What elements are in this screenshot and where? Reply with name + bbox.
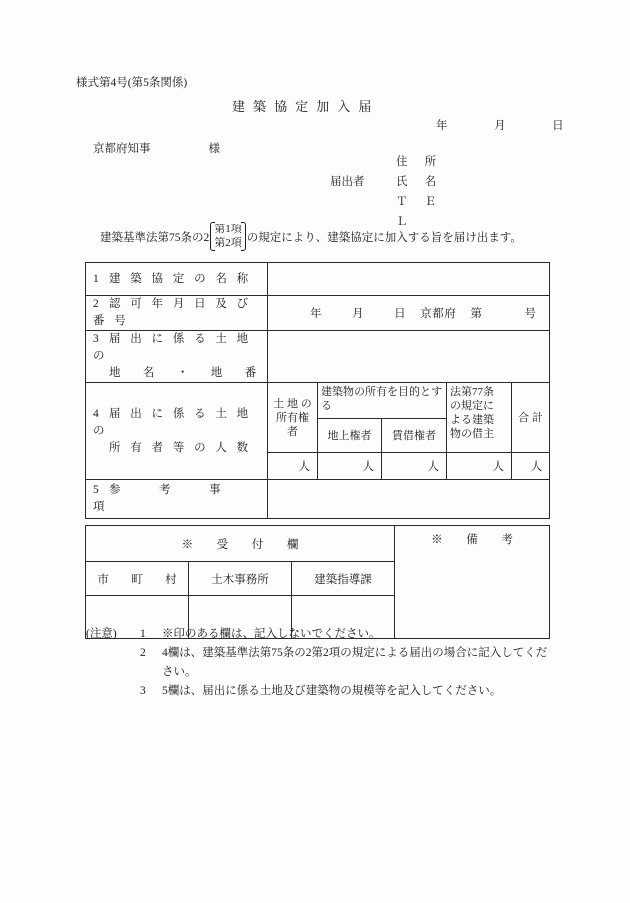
row-2-index: 2 (93, 298, 99, 310)
row-3-index: 3 (93, 333, 99, 345)
receipt-table (85, 525, 550, 639)
clause-selector[interactable] (210, 222, 246, 251)
remarks-cell[interactable] (395, 526, 550, 639)
row-4-label-text-2: 所 有 者 等 の 人 数 (109, 441, 252, 454)
receipt-col-municipality: 市 町 村 (86, 562, 189, 596)
col-head-building-group: 建築物の所有を目的とする (318, 383, 447, 419)
receipt-header: ※ 受 付 欄 (86, 526, 395, 562)
note-item (86, 682, 547, 701)
col-head-land-owner-line-2: 所有権者 (276, 411, 309, 438)
row-2-value[interactable] (268, 296, 550, 331)
submitter-address-label: 住 所 (396, 156, 444, 168)
statement-suffix: の規定により、建築協定に加入する旨を届け出ます。 (246, 231, 522, 244)
count-superficiary[interactable]: 人 (318, 453, 382, 480)
submitter-name-row (330, 172, 452, 192)
col-head-borrower-line-2: の規定に (450, 400, 494, 412)
row-5-label (86, 480, 268, 519)
row-3-label-text-2: 地 名 ・ 地 番 (109, 367, 266, 379)
col-head-borrower-line-4: 物の借主 (450, 428, 494, 440)
table-row-approval (86, 296, 550, 331)
row-3-label-text-1: 届 出 に 係 る 土 地 の (93, 333, 252, 362)
notes-kicker: (注意) (86, 628, 117, 640)
note-3-number: 3 (140, 685, 146, 697)
note-2-continuation: さい。 (162, 666, 197, 678)
col-head-borrower-line-3: よる建築 (450, 414, 494, 426)
row-1-value[interactable] (268, 263, 550, 296)
addressee-line (93, 140, 220, 156)
count-lessee[interactable]: 人 (382, 453, 447, 480)
count-total[interactable]: 人 (512, 453, 550, 480)
col-head-superficiary: 地上権者 (318, 419, 382, 453)
clause-option-1[interactable]: 第1項 (214, 223, 242, 235)
approval-month-label: 月 (352, 308, 365, 320)
table-row-counts-head (86, 383, 550, 419)
row-5-index: 5 (93, 484, 99, 496)
note-1-number: 1 (140, 628, 146, 640)
col-head-total: 合 計 (512, 383, 550, 453)
table-row-name (86, 263, 550, 296)
col-head-land-owner-line-1: 土 地 の (273, 397, 312, 410)
submitter-tel-label: Ｔ Ｅ Ｌ (396, 196, 444, 228)
note-2-number: 2 (140, 647, 146, 659)
document-title: 建築協定加入届 (232, 99, 380, 114)
row-1-label-text: 建 築 協 定 の 名 称 (109, 272, 252, 285)
statement-line (100, 222, 522, 251)
col-head-land-owner (268, 383, 318, 453)
row-1-index: 1 (93, 272, 99, 285)
note-2-text: 4欄は、建築基準法第75条の2第2項の規定による届出の場合に記入してくだ (162, 647, 548, 659)
row-5-label-text: 参 考 事 項 (93, 484, 239, 513)
row-4-label-line-1 (93, 406, 267, 440)
main-form-table (85, 262, 550, 519)
submitter-block (330, 152, 452, 232)
note-item (86, 625, 547, 644)
approval-number-suffix: 号 (524, 308, 537, 320)
count-land-owner[interactable]: 人 (268, 453, 318, 480)
note-3-text: 5欄は、届出に係る土地及び建築物の規模等を記入してください。 (162, 685, 502, 697)
row-3-value[interactable] (268, 331, 550, 383)
submitter-tag: 届出者 (330, 176, 365, 188)
row-4-label-text-1: 届 出 に 係 る 土 地 の (93, 407, 252, 437)
form-number: 様式第4号(第5条関係) (76, 77, 188, 89)
clause-option-2[interactable]: 第2項 (214, 236, 242, 249)
approval-number-prefix: 第 (470, 308, 483, 320)
approval-year-label: 年 (310, 308, 323, 320)
table-row-remarks (86, 480, 550, 519)
addressee-honorific: 様 (208, 143, 220, 155)
note-1-text: ※印のある欄は、記入しないでください。 (162, 628, 381, 640)
receipt-header-row (86, 526, 550, 562)
approval-day-label: 日 (394, 308, 407, 320)
row-2-label-text: 認 可 年 月 日 及 び 番 号 (93, 298, 252, 327)
row-3-label-line-1 (93, 331, 267, 365)
row-4-label (86, 383, 268, 480)
col-head-borrower (447, 383, 512, 453)
row-4-index: 4 (93, 407, 99, 420)
col-head-borrower-line-1: 法第77条 (450, 386, 494, 398)
approval-issuer: 京都府 (420, 308, 457, 320)
row-1-label (86, 263, 268, 296)
date-line: 年 月 日 (436, 120, 586, 132)
col-head-lessee: 賃借権者 (382, 419, 447, 453)
row-3-label (86, 331, 268, 383)
notes-block (86, 625, 547, 701)
statement-prefix: 建築基準法第75条の2 (100, 231, 210, 244)
row-2-label (86, 296, 268, 331)
receipt-col-building-guidance-division: 建築指導課 (292, 562, 395, 596)
count-borrower[interactable]: 人 (447, 453, 512, 480)
submitter-name-label: 氏 名 (396, 176, 444, 188)
receipt-col-civil-engineering-office: 土木事務所 (189, 562, 292, 596)
note-item (86, 644, 547, 663)
remarks-header: ※ 備 考 (431, 534, 524, 546)
row-5-value[interactable] (268, 480, 550, 519)
submitter-address-row (330, 152, 452, 172)
addressee-name: 京都府知事 (93, 143, 151, 155)
table-row-location (86, 331, 550, 383)
